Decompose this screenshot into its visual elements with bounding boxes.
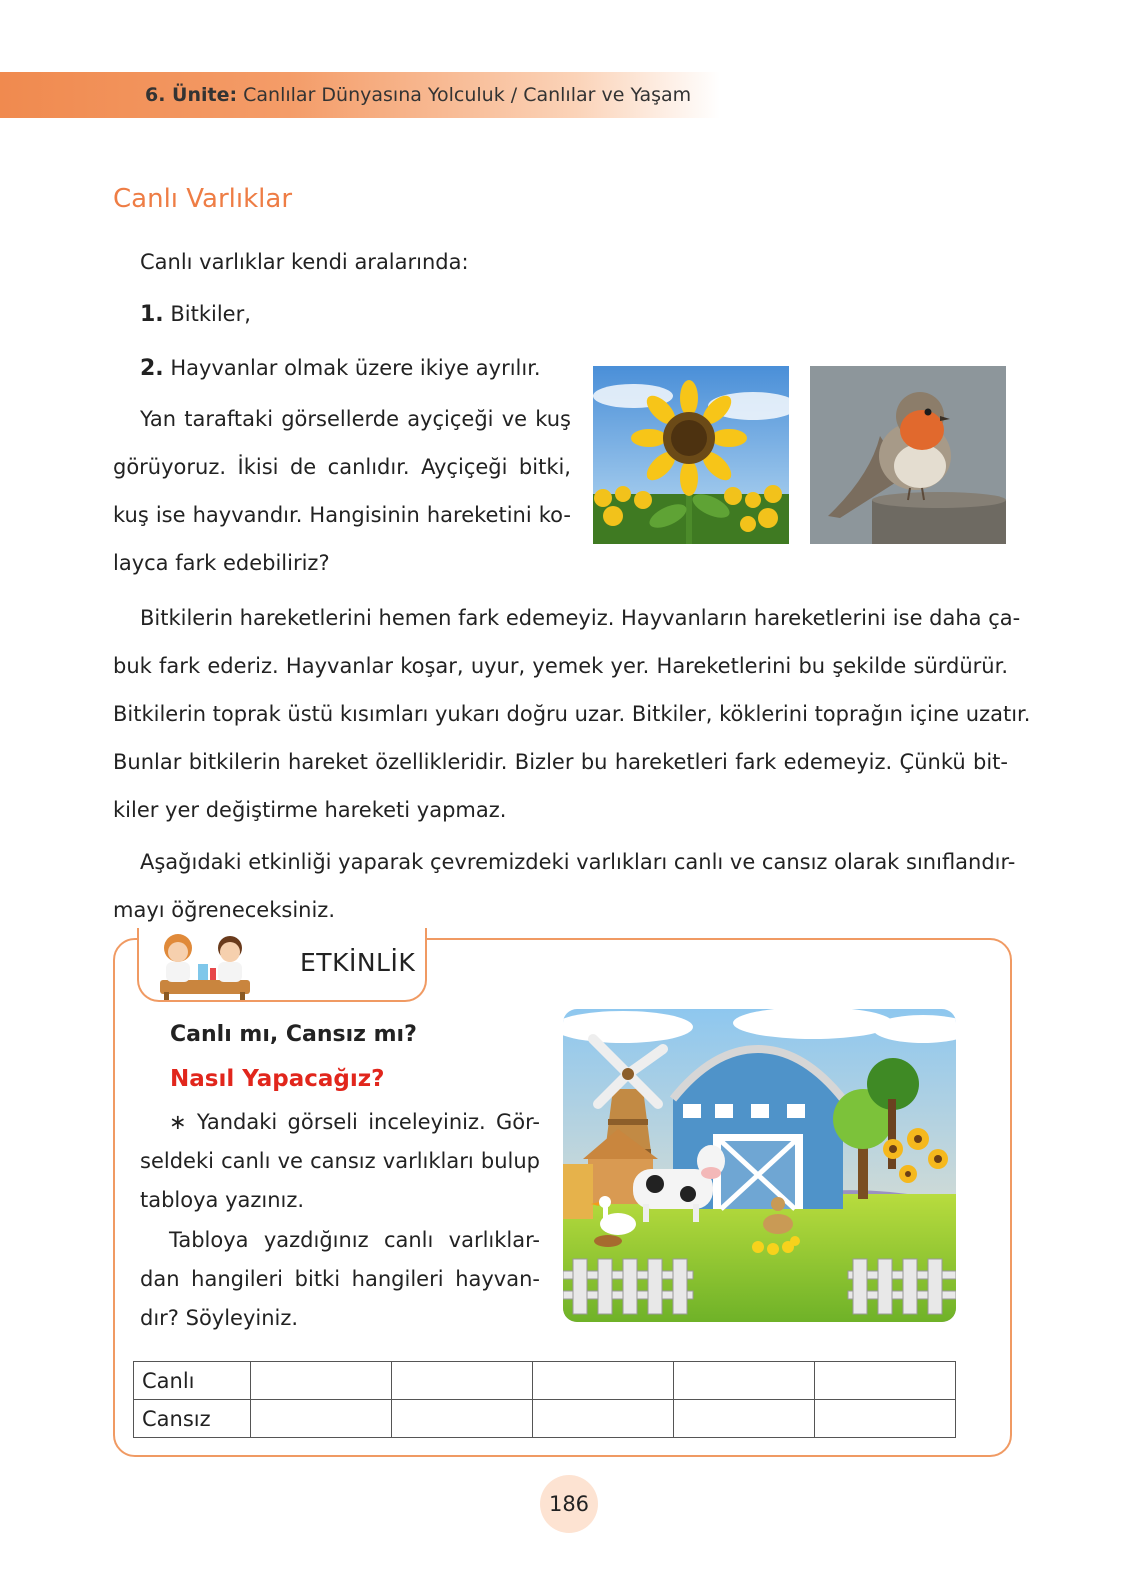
table-row (134, 1400, 956, 1438)
activity-line: tabloya yazınız. (140, 1188, 305, 1212)
activity-line: seldeki canlı ve cansız varlıkları bulup (140, 1149, 540, 1173)
table-cell[interactable] (251, 1400, 392, 1438)
list-number: 2. (140, 356, 164, 381)
table-row (134, 1362, 956, 1400)
row-label-living: Canlı (134, 1362, 251, 1400)
paragraph-line: görüyoruz. İkisi de canlıdır. Ayçiçeği bitki, (113, 455, 571, 479)
intro-text: Canlı varlıklar kendi aralarında: (140, 250, 469, 274)
activity-line: ∗ Yandaki görseli inceleyiniz. Gör- (169, 1110, 540, 1134)
paragraph-line: kiler yer değiştirme hareketi yapmaz. (113, 798, 507, 822)
scientist-kids-illustration (150, 930, 260, 1000)
activity-how-title: Nasıl Yapacağız? (170, 1066, 385, 1092)
section-title: Canlı Varlıklar (113, 184, 293, 214)
robin-bird-photo (810, 366, 1006, 544)
table-cell[interactable] (392, 1400, 533, 1438)
paragraph-line: Yan taraftaki görsellerde ayçiçeği ve kuş (140, 407, 571, 431)
paragraph-line: Bitkilerin toprak üstü kısımları yukarı doğru uzar. Bitkiler, köklerini toprağın içine uzatır. (113, 702, 1031, 726)
sunflower-photo (593, 366, 789, 544)
paragraph-activity-intro (113, 838, 1016, 934)
list-text: Bitkiler, (170, 302, 251, 326)
list-item-animals (140, 356, 541, 381)
table-cell[interactable] (533, 1362, 674, 1400)
table-cell[interactable] (815, 1400, 956, 1438)
paragraph-line: Aşağıdaki etkinliği yaparak çevremizdeki varlıkları canlı ve cansız olarak sınıflandır- (140, 850, 1016, 874)
paragraph-line: mayı öğreneceksiniz. (113, 898, 336, 922)
activity-line: Tabloya yazdığınız canlı varlıklar- (169, 1228, 540, 1252)
row-label-nonliving: Cansız (134, 1400, 251, 1438)
table-cell[interactable] (533, 1400, 674, 1438)
list-item-plants (140, 302, 251, 327)
unit-header (145, 84, 691, 106)
paragraph-line: kuş ise hayvandır. Hangisinin hareketini ko- (113, 503, 571, 527)
table-cell[interactable] (674, 1362, 815, 1400)
farm-illustration (563, 1009, 956, 1322)
unit-title: Canlılar Dünyasına Yolculuk / Canlılar ve Yaşam (243, 84, 692, 106)
paragraph-line: Bitkilerin hareketlerini hemen fark edemeyiz. Hayvanların hareketlerini ise daha ça- (140, 606, 1021, 630)
table-cell[interactable] (392, 1362, 533, 1400)
table-cell[interactable] (815, 1362, 956, 1400)
activity-line: dan hangileri bitki hangileri hayvan- (140, 1267, 540, 1291)
paragraph-line: Bunlar bitkilerin hareket özellikleridir. Bizler bu hareketleri fark edemeyiz. Çünkü bit- (113, 750, 1008, 774)
page-number: 186 (540, 1475, 598, 1533)
paragraph-images (113, 395, 571, 587)
activity-step-1 (140, 1103, 540, 1220)
activity-step-2 (140, 1221, 540, 1338)
list-number: 1. (140, 302, 164, 327)
table-cell[interactable] (251, 1362, 392, 1400)
unit-label: 6. Ünite: (145, 84, 238, 106)
list-text: Hayvanlar olmak üzere ikiye ayrılır. (170, 356, 541, 380)
table-cell[interactable] (674, 1400, 815, 1438)
activity-title: ETKİNLİK (300, 948, 416, 977)
activity-question: Canlı mı, Cansız mı? (170, 1022, 417, 1047)
paragraph-movement (113, 594, 1031, 834)
paragraph-line: layca fark edebiliriz? (113, 551, 330, 575)
paragraph-line: buk fark ederiz. Hayvanlar koşar, uyur, yemek yer. Hareketlerini bu şekilde sürdürür. (113, 654, 1008, 678)
activity-line: dır? Söyleyiniz. (140, 1306, 299, 1330)
classification-table (133, 1361, 956, 1438)
